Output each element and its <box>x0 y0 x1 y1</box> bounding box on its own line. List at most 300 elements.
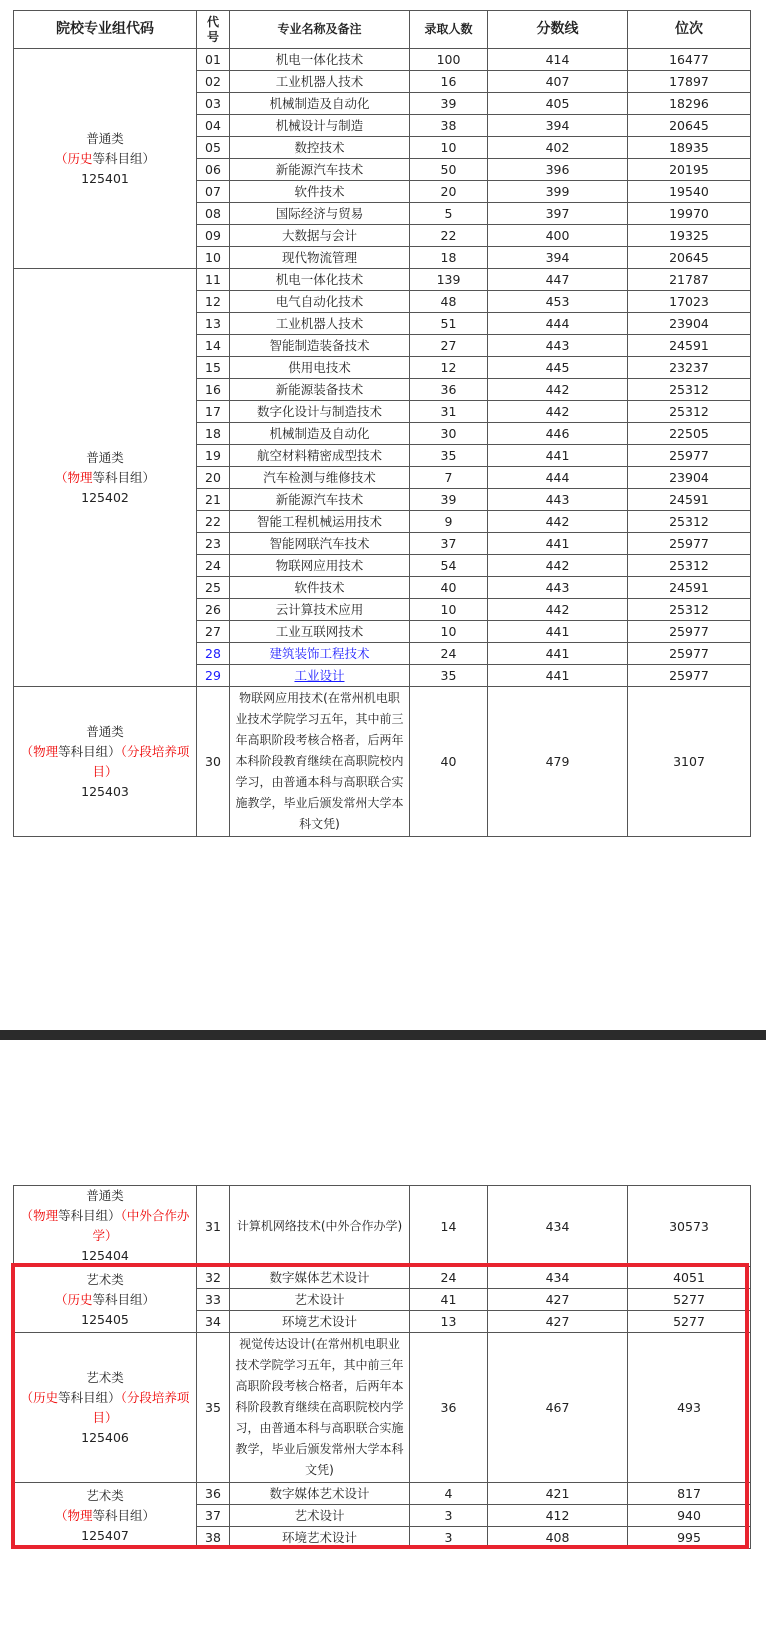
cell-code-text: 35 <box>205 1400 221 1415</box>
header-enroll: 录取人数 <box>410 11 488 49</box>
cell-rank <box>628 445 751 467</box>
cell-enroll-text: 7 <box>444 470 453 485</box>
cell-score-text: 441 <box>545 646 570 661</box>
cell-major-text: 机电一体化技术 <box>275 52 364 67</box>
cell-score <box>488 225 628 247</box>
cell-rank <box>628 643 751 665</box>
page-separator <box>0 1030 766 1040</box>
cell-score <box>488 335 628 357</box>
cell-enroll <box>410 1186 488 1267</box>
cell-enroll <box>410 137 488 159</box>
cell-major-text: 视觉传达设计(在常州机电职业技术学院学习五年，其中前三年高职阶段考核合格者，后两年本科阶段教育继续在高职院校内学习，由普通本科与高职联合实施教学，毕业后颁发常州大学本科文凭) <box>235 1337 404 1477</box>
cell-rank <box>628 313 751 335</box>
cell-code <box>197 467 230 489</box>
cell-score-text: 467 <box>545 1400 570 1415</box>
header-group-code: 院校专业组代码 <box>14 11 197 49</box>
cell-enroll <box>410 599 488 621</box>
cell-major <box>230 599 410 621</box>
cell-code-text: 16 <box>205 382 221 397</box>
cell-enroll-text: 48 <box>440 294 457 309</box>
cell-code-text: 26 <box>205 602 221 617</box>
cell-score-text: 402 <box>545 140 570 155</box>
cell-rank <box>628 49 751 71</box>
cell-major <box>230 335 410 357</box>
cell-enroll <box>410 643 488 665</box>
cell-rank-text: 24591 <box>669 580 709 595</box>
cell-rank-text: 25312 <box>669 602 709 617</box>
cell-rank-text: 22505 <box>669 426 709 441</box>
group-code: 125405 <box>81 1311 129 1327</box>
table-row <box>14 269 751 291</box>
cell-code <box>197 71 230 93</box>
header-code: 代号 <box>197 11 230 49</box>
cell-score <box>488 379 628 401</box>
cell-major <box>230 71 410 93</box>
cell-enroll <box>410 203 488 225</box>
cell-major <box>230 665 410 687</box>
cell-enroll-text: 36 <box>440 382 457 397</box>
group-subject: 物理 <box>67 1507 93 1523</box>
cell-major <box>230 511 410 533</box>
group-paren: （ <box>20 1208 34 1223</box>
group-code: 125403 <box>81 783 129 799</box>
cell-rank-text: 25312 <box>669 382 709 397</box>
cell-major <box>230 445 410 467</box>
cell-major-text: 建筑装饰工程技术 <box>269 646 370 661</box>
cell-rank-text: 25977 <box>669 448 709 463</box>
cell-enroll-text: 24 <box>440 646 457 661</box>
cell-score-text: 427 <box>545 1314 570 1329</box>
cell-score-text: 441 <box>545 448 570 463</box>
cell-major-text: 现代物流管理 <box>281 250 357 265</box>
cell-major-text: 电气自动化技术 <box>275 294 364 309</box>
cell-score-text: 443 <box>545 492 570 507</box>
cell-rank <box>628 599 751 621</box>
cell-enroll <box>410 577 488 599</box>
cell-enroll-text: 12 <box>440 360 457 375</box>
group-paren: （ <box>54 469 68 485</box>
cell-enroll <box>410 225 488 247</box>
cell-rank-text: 25977 <box>669 646 709 661</box>
cell-enroll-text: 24 <box>440 1270 457 1285</box>
cell-rank <box>628 335 751 357</box>
cell-code-text: 05 <box>205 140 221 155</box>
cell-rank-text: 493 <box>677 1400 701 1415</box>
cell-score <box>488 621 628 643</box>
cell-code-text: 07 <box>205 184 221 199</box>
cell-enroll <box>410 533 488 555</box>
cell-enroll <box>410 159 488 181</box>
cell-rank-text: 25977 <box>669 668 709 683</box>
cell-code-text: 10 <box>205 250 221 265</box>
cell-rank <box>628 555 751 577</box>
cell-enroll <box>410 445 488 467</box>
group-subject-suffix: 等科目组） <box>92 1507 156 1523</box>
cell-enroll-text: 5 <box>444 206 453 221</box>
cell-score-text: 441 <box>545 536 570 551</box>
cell-code <box>197 643 230 665</box>
cell-code-text: 27 <box>205 624 221 639</box>
cell-score-text: 408 <box>545 1530 570 1545</box>
cell-rank <box>628 1186 751 1267</box>
cell-score-text: 443 <box>545 580 570 595</box>
cell-major <box>230 49 410 71</box>
cell-major <box>230 203 410 225</box>
group-subject: 历史 <box>33 1389 59 1405</box>
cell-rank-text: 21787 <box>669 272 709 287</box>
table-row <box>14 1186 751 1267</box>
cell-score <box>488 401 628 423</box>
cell-major-text: 国际经济与贸易 <box>275 206 364 221</box>
cell-enroll-text: 38 <box>440 118 457 133</box>
cell-major <box>230 379 410 401</box>
cell-major <box>230 621 410 643</box>
cell-rank-text: 25977 <box>669 624 709 639</box>
cell-score-text: 397 <box>545 206 570 221</box>
cell-score <box>488 159 628 181</box>
group-extra: （分段培养项目） <box>92 743 190 779</box>
cell-score-text: 442 <box>545 404 570 419</box>
cell-rank <box>628 423 751 445</box>
cell-major-text: 数字化设计与制造技术 <box>256 404 382 419</box>
cell-enroll-text: 3 <box>444 1508 453 1523</box>
cell-major <box>230 423 410 445</box>
cell-score <box>488 291 628 313</box>
cell-enroll-text: 51 <box>440 316 457 331</box>
cell-rank-text: 20195 <box>669 162 709 177</box>
cell-code <box>197 203 230 225</box>
cell-code <box>197 159 230 181</box>
cell-score-text: 400 <box>545 228 570 243</box>
header-rank: 位次 <box>628 11 751 49</box>
cell-code-text: 06 <box>205 162 221 177</box>
cell-enroll-text: 10 <box>440 602 457 617</box>
cell-major-text: 智能网联汽车技术 <box>269 536 370 551</box>
cell-score <box>488 1186 628 1267</box>
cell-enroll-text: 30 <box>440 426 457 441</box>
cell-score-text: 447 <box>545 272 570 287</box>
cell-score <box>488 423 628 445</box>
cell-enroll-text: 20 <box>440 184 457 199</box>
cell-rank <box>628 159 751 181</box>
cell-score <box>488 533 628 555</box>
group-type: 普通类 <box>86 130 124 146</box>
cell-code <box>197 225 230 247</box>
cell-score-text: 394 <box>545 250 570 265</box>
cell-code-text: 25 <box>205 580 221 595</box>
group-type: 艺术类 <box>86 1369 124 1385</box>
cell-code <box>197 137 230 159</box>
cell-rank-text: 25977 <box>669 536 709 551</box>
table-row <box>14 49 751 71</box>
cell-score-text: 443 <box>545 338 570 353</box>
group-paren: （ <box>54 1291 68 1307</box>
cell-rank <box>628 115 751 137</box>
cell-rank <box>628 225 751 247</box>
cell-major <box>230 1186 410 1267</box>
cell-code <box>197 665 230 687</box>
cell-major-text: 新能源装备技术 <box>275 382 364 397</box>
cell-enroll <box>410 49 488 71</box>
cell-code <box>197 49 230 71</box>
cell-enroll-text: 10 <box>440 140 457 155</box>
cell-code <box>197 533 230 555</box>
group-code: 125404 <box>81 1248 129 1263</box>
cell-enroll-text: 100 <box>436 52 461 67</box>
cell-code <box>197 621 230 643</box>
cell-enroll <box>410 357 488 379</box>
cell-code-text: 38 <box>205 1530 221 1545</box>
cell-rank-text: 19970 <box>669 206 709 221</box>
cell-major-text: 云计算技术应用 <box>275 602 364 617</box>
cell-code-text: 09 <box>205 228 221 243</box>
cell-code <box>197 445 230 467</box>
cell-score <box>488 687 628 837</box>
highlight-box <box>11 1263 749 1549</box>
cell-code-text: 14 <box>205 338 221 353</box>
cell-rank <box>628 401 751 423</box>
cell-enroll <box>410 291 488 313</box>
cell-major-text: 机械制造及自动化 <box>269 96 370 111</box>
cell-rank-text: 19325 <box>669 228 709 243</box>
group-subject-suffix: 等科目组） <box>92 1291 156 1307</box>
cell-code-text: 30 <box>205 754 221 769</box>
cell-major <box>230 357 410 379</box>
cell-score-text: 394 <box>545 118 570 133</box>
cell-rank <box>628 357 751 379</box>
cell-major <box>230 269 410 291</box>
cell-major-text: 机电一体化技术 <box>275 272 364 287</box>
cell-rank-text: 5277 <box>673 1314 705 1329</box>
cell-score-text: 434 <box>545 1270 570 1285</box>
cell-rank-text: 817 <box>677 1486 701 1501</box>
cell-code <box>197 181 230 203</box>
cell-enroll <box>410 489 488 511</box>
cell-code-text: 04 <box>205 118 221 133</box>
cell-score <box>488 115 628 137</box>
cell-major-text: 工业机器人技术 <box>275 316 364 331</box>
cell-code <box>197 357 230 379</box>
cell-score-text: 396 <box>545 162 570 177</box>
cell-score <box>488 137 628 159</box>
cell-major <box>230 401 410 423</box>
cell-rank-text: 30573 <box>669 1218 709 1234</box>
cell-rank-text: 17023 <box>669 294 709 309</box>
group-code: 125406 <box>81 1429 129 1445</box>
cell-code <box>197 93 230 115</box>
cell-rank <box>628 533 751 555</box>
cell-major-text: 软件技术 <box>294 184 345 199</box>
cell-major-text: 新能源汽车技术 <box>275 162 364 177</box>
group-type: 普通类 <box>86 449 124 465</box>
cell-enroll <box>410 511 488 533</box>
cell-code <box>197 247 230 269</box>
cell-major-text: 软件技术 <box>294 580 345 595</box>
cell-rank <box>628 621 751 643</box>
cell-rank <box>628 577 751 599</box>
cell-major-text: 数控技术 <box>294 140 345 155</box>
group-subject: 历史 <box>67 1291 93 1307</box>
cell-code-text: 18 <box>205 426 221 441</box>
cell-rank-text: 23904 <box>669 470 709 485</box>
group-paren: （ <box>20 743 34 759</box>
cell-code-text: 12 <box>205 294 221 309</box>
cell-major-text: 环境艺术设计 <box>281 1314 357 1329</box>
cell-major <box>230 555 410 577</box>
cell-enroll-text: 31 <box>440 404 457 419</box>
cell-enroll-text: 37 <box>440 536 457 551</box>
cell-rank-text: 24591 <box>669 492 709 507</box>
cell-enroll <box>410 423 488 445</box>
cell-enroll-text: 40 <box>440 580 457 595</box>
group-subject: 物理 <box>33 1208 59 1223</box>
cell-code <box>197 577 230 599</box>
cell-rank-text: 25312 <box>669 558 709 573</box>
cell-major <box>230 467 410 489</box>
cell-score-text: 444 <box>545 470 570 485</box>
cell-score <box>488 555 628 577</box>
cell-enroll <box>410 621 488 643</box>
cell-enroll <box>410 71 488 93</box>
cell-code-text: 28 <box>205 646 221 661</box>
cell-enroll <box>410 93 488 115</box>
cell-rank <box>628 137 751 159</box>
cell-enroll <box>410 687 488 837</box>
cell-rank-text: 25312 <box>669 514 709 529</box>
cell-major <box>230 181 410 203</box>
cell-major-text: 艺术设计 <box>294 1508 345 1523</box>
cell-enroll-text: 35 <box>440 668 457 683</box>
table-header-row <box>14 11 751 49</box>
cell-code <box>197 313 230 335</box>
cell-code <box>197 401 230 423</box>
group-subject-suffix: 等科目组） <box>92 150 156 166</box>
cell-major-text: 航空材料精密成型技术 <box>256 448 382 463</box>
cell-enroll-text: 39 <box>440 492 457 507</box>
cell-major <box>230 137 410 159</box>
cell-code-text: 34 <box>205 1314 221 1329</box>
cell-rank <box>628 93 751 115</box>
cell-code <box>197 335 230 357</box>
cell-score <box>488 49 628 71</box>
cell-score-text: 479 <box>545 754 570 769</box>
cell-score <box>488 511 628 533</box>
cell-score <box>488 357 628 379</box>
group-type: 艺术类 <box>86 1271 124 1287</box>
cell-enroll-text: 41 <box>440 1292 457 1307</box>
cell-enroll <box>410 379 488 401</box>
cell-enroll-text: 139 <box>436 272 461 287</box>
cell-code-text: 15 <box>205 360 221 375</box>
cell-code-text: 02 <box>205 74 221 89</box>
group-cell <box>14 269 197 687</box>
cell-code-text: 17 <box>205 404 221 419</box>
cell-enroll <box>410 665 488 687</box>
cell-rank-text: 19540 <box>669 184 709 199</box>
cell-rank-text: 24591 <box>669 338 709 353</box>
table-row <box>14 687 751 837</box>
group-paren: （ <box>20 1389 34 1405</box>
cell-enroll <box>410 115 488 137</box>
cell-enroll-text: 13 <box>440 1314 457 1329</box>
cell-score-text: 442 <box>545 382 570 397</box>
cell-major-text: 智能制造装备技术 <box>269 338 370 353</box>
cell-enroll-text: 22 <box>440 228 457 243</box>
cell-score-text: 442 <box>545 602 570 617</box>
cell-major <box>230 577 410 599</box>
group-cell <box>14 687 197 837</box>
cell-enroll-text: 50 <box>440 162 457 177</box>
cell-rank <box>628 291 751 313</box>
cell-code <box>197 489 230 511</box>
cell-score <box>488 71 628 93</box>
cell-code <box>197 511 230 533</box>
cell-major-text: 数字媒体艺术设计 <box>269 1486 370 1501</box>
group-code: 125401 <box>81 170 129 186</box>
group-subject-suffix: 等科目组） <box>58 1208 121 1223</box>
group-cell <box>14 1186 197 1267</box>
cell-code-text: 11 <box>205 272 221 287</box>
cell-code-text: 08 <box>205 206 221 221</box>
cell-rank <box>628 665 751 687</box>
cell-major-text: 工业互联网技术 <box>275 624 364 639</box>
cell-score <box>488 489 628 511</box>
cell-major <box>230 643 410 665</box>
cell-code <box>197 555 230 577</box>
cell-rank-text: 17897 <box>669 74 709 89</box>
cell-major <box>230 687 410 837</box>
group-type: 艺术类 <box>86 1487 124 1503</box>
cell-score <box>488 203 628 225</box>
cell-rank <box>628 687 751 837</box>
cell-enroll <box>410 269 488 291</box>
cell-enroll-text: 36 <box>440 1400 457 1415</box>
cell-enroll-text: 14 <box>440 1218 457 1234</box>
cell-major <box>230 93 410 115</box>
cell-score-text: 441 <box>545 668 570 683</box>
cell-rank-text: 23237 <box>669 360 709 375</box>
cell-code-text: 19 <box>205 448 221 463</box>
cell-major-text: 艺术设计 <box>294 1292 345 1307</box>
cell-rank-text: 4051 <box>673 1270 705 1285</box>
cell-code-text: 24 <box>205 558 221 573</box>
cell-code <box>197 1186 230 1267</box>
group-type: 普通类 <box>86 1188 124 1203</box>
header-score: 分数线 <box>488 11 628 49</box>
cell-major-text: 新能源汽车技术 <box>275 492 364 507</box>
cell-score <box>488 445 628 467</box>
cell-code-text: 29 <box>205 668 221 683</box>
cell-enroll-text: 54 <box>440 558 457 573</box>
cell-rank-text: 25312 <box>669 404 709 419</box>
cell-enroll-text: 27 <box>440 338 457 353</box>
cell-major-text: 物联网应用技术 <box>275 558 364 573</box>
cell-code-text: 20 <box>205 470 221 485</box>
cell-rank-text: 18935 <box>669 140 709 155</box>
cell-major <box>230 159 410 181</box>
cell-major <box>230 115 410 137</box>
cell-enroll-text: 40 <box>440 754 457 769</box>
cell-code-text: 33 <box>205 1292 221 1307</box>
cell-rank <box>628 467 751 489</box>
cell-code-text: 36 <box>205 1486 221 1501</box>
cell-code-text: 23 <box>205 536 221 551</box>
cell-enroll-text: 4 <box>444 1486 453 1501</box>
cell-rank-text: 940 <box>677 1508 701 1523</box>
cell-enroll <box>410 401 488 423</box>
cell-enroll-text: 16 <box>440 74 457 89</box>
cell-score <box>488 643 628 665</box>
